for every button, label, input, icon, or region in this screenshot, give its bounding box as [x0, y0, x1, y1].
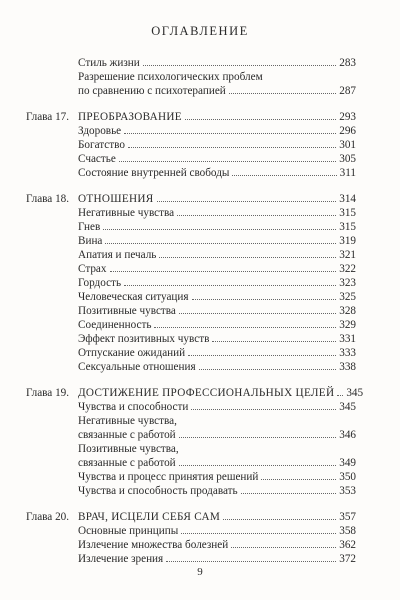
- toc-page-number: 283: [339, 57, 356, 69]
- toc-page-number: 338: [339, 361, 356, 373]
- toc-entry-title: Богатство: [78, 139, 125, 151]
- toc-entry: [26, 70, 356, 98]
- toc-entry: [26, 524, 356, 538]
- dot-leader: [231, 547, 336, 548]
- toc-entry: [26, 56, 356, 70]
- dot-leader: [232, 175, 336, 176]
- dot-leader: [105, 243, 336, 244]
- toc-page-number: 301: [339, 139, 356, 151]
- toc-entry-title: Гордость: [78, 277, 122, 289]
- toc-entry-title: Страх: [78, 263, 107, 275]
- dot-leader: [119, 161, 336, 162]
- toc-entry: [26, 414, 356, 442]
- toc-entry: [26, 276, 356, 290]
- toc-entry: [26, 166, 356, 180]
- dot-leader: [166, 561, 336, 562]
- toc-entry-title: связанные с работой: [78, 457, 176, 469]
- toc-page-number: 372: [339, 553, 356, 565]
- toc-entry: [26, 346, 356, 360]
- toc-page-number: 346: [339, 429, 356, 441]
- dot-leader: [154, 327, 336, 328]
- chapter-heading-row: [26, 110, 356, 124]
- toc-entry: [26, 484, 356, 498]
- chapter-spacer: [26, 98, 356, 110]
- chapter-heading-row: [26, 386, 364, 400]
- chapter-heading-row: [26, 510, 356, 524]
- toc-page-number: 345: [339, 401, 356, 413]
- toc-entry: [26, 152, 356, 166]
- toc-entry-title: Чувства и способность продавать: [78, 485, 238, 497]
- chapter-spacer: [26, 374, 356, 386]
- toc-entry-title: Здоровье: [78, 125, 122, 137]
- dot-leader: [261, 479, 336, 480]
- dot-leader: [192, 299, 337, 300]
- toc-entry: [26, 400, 356, 414]
- toc-entry-title: Излечение зрения: [78, 553, 164, 565]
- toc-entry: [26, 220, 356, 234]
- toc-page-number: 322: [339, 263, 356, 275]
- toc-page-number: 329: [339, 319, 356, 331]
- toc-entry-title: Чувства и способности: [78, 401, 189, 413]
- chapter-title: ПРЕОБРАЗОВАНИЕ: [78, 111, 182, 123]
- toc-entry: [26, 248, 356, 262]
- toc-page-number: 350: [339, 471, 356, 483]
- dot-leader: [128, 147, 336, 148]
- dot-leader: [212, 341, 336, 342]
- toc-entry-title: Основные принципы: [78, 525, 179, 537]
- toc-page-number: 362: [339, 539, 356, 551]
- dot-leader: [229, 93, 336, 94]
- dot-leader: [103, 229, 336, 230]
- toc-entry: [26, 124, 356, 138]
- dot-leader: [177, 215, 336, 216]
- dot-leader: [191, 409, 336, 410]
- toc-page-number: 323: [339, 277, 356, 289]
- toc-entry: [26, 304, 356, 318]
- toc-page-number: 293: [339, 111, 356, 123]
- dot-leader: [179, 437, 337, 438]
- toc-page-number: 331: [339, 333, 356, 345]
- toc-page-number: 353: [339, 485, 356, 497]
- toc-page-number: 287: [339, 85, 356, 97]
- dot-leader: [110, 271, 337, 272]
- toc-entry-line1: Разрешение психологических проблем: [78, 71, 263, 83]
- dot-leader: [188, 355, 336, 356]
- chapter-title: ОТНОШЕНИЯ: [78, 193, 154, 205]
- toc-page-number: 345: [346, 387, 364, 399]
- toc-page-number: 319: [339, 235, 356, 247]
- toc-entry: [26, 138, 356, 152]
- chapter-title: ВРАЧ, ИСЦЕЛИ СЕБЯ САМ: [78, 511, 221, 523]
- dot-leader: [143, 65, 336, 66]
- toc-page-number: 325: [339, 291, 356, 303]
- toc-page-number: 321: [339, 249, 356, 261]
- dot-leader: [124, 285, 336, 286]
- toc-entry: [26, 290, 356, 304]
- chapter-heading-row: [26, 192, 356, 206]
- toc-entry-title: Чувства и процесс принятия решений: [78, 471, 259, 483]
- toc-entry: [26, 332, 356, 346]
- toc-entry-title: по сравнению с психотерапией: [78, 85, 226, 97]
- toc-entry-title: Негативные чувства: [78, 207, 175, 219]
- toc-entry: [26, 206, 356, 220]
- chapter-label: Глава 18.: [26, 193, 70, 205]
- table-of-contents: [26, 56, 364, 566]
- toc-entry-title: Счастье: [78, 153, 116, 165]
- toc-entry: [26, 360, 356, 374]
- chapter-label: Глава 17.: [26, 111, 70, 123]
- toc-entry-title: Состояние внутренней свободы: [78, 167, 230, 179]
- toc-entry-title: Отпускание ожиданий: [78, 347, 186, 359]
- toc-entry-title: Человеческая ситуация: [78, 291, 189, 303]
- toc-entry: [26, 552, 356, 566]
- dot-leader: [185, 119, 336, 120]
- toc-entry-title: Гнев: [78, 221, 101, 233]
- dot-leader: [337, 395, 343, 396]
- dot-leader: [124, 133, 336, 134]
- toc-entry-title: Соединенность: [78, 319, 152, 331]
- dot-leader: [223, 519, 336, 520]
- toc-page-number: 311: [339, 167, 356, 179]
- toc-entry-title: Эффект позитивных чувств: [78, 333, 210, 345]
- toc-page-number: 358: [339, 525, 356, 537]
- toc-entry: [26, 234, 356, 248]
- chapter-spacer: [26, 498, 356, 510]
- dot-leader: [241, 493, 337, 494]
- dot-leader: [181, 533, 336, 534]
- dot-leader: [179, 465, 337, 466]
- chapter-label: Глава 20.: [26, 511, 70, 523]
- dot-leader: [159, 257, 336, 258]
- toc-entry: [26, 470, 356, 484]
- toc-entry-line1: Позитивные чувства,: [78, 443, 179, 455]
- toc-page-number: 333: [339, 347, 356, 359]
- chapter-spacer: [26, 180, 356, 192]
- toc-entry-title: Позитивные чувства: [78, 305, 176, 317]
- dot-leader: [179, 313, 336, 314]
- toc-page-number: 349: [339, 457, 356, 469]
- toc-entry-title: Стиль жизни: [78, 57, 140, 69]
- toc-page-number: 314: [339, 193, 356, 205]
- toc-page-number: 315: [339, 207, 356, 219]
- toc-entry-line1: Негативные чувства,: [78, 415, 177, 427]
- toc-entry: [26, 318, 356, 332]
- dot-leader: [157, 201, 337, 202]
- toc-entry: [26, 442, 356, 470]
- dot-leader: [199, 369, 337, 370]
- page-number: 9: [197, 566, 203, 578]
- page-title: ОГЛАВЛЕНИЕ: [151, 24, 249, 38]
- chapter-label: Глава 19.: [26, 387, 70, 399]
- toc-entry-title: Излечение множества болезней: [78, 539, 229, 551]
- toc-entry: [26, 538, 356, 552]
- toc-entry-title: Сексуальные отношения: [78, 361, 196, 373]
- toc-page-number: 328: [339, 305, 356, 317]
- toc-page-number: 305: [339, 153, 356, 165]
- toc-entry-title: связанные с работой: [78, 429, 176, 441]
- chapter-title: ДОСТИЖЕНИЕ ПРОФЕССИОНАЛЬНЫХ ЦЕЛЕЙ: [78, 387, 335, 399]
- toc-page-number: 357: [339, 511, 356, 523]
- toc-entry: [26, 262, 356, 276]
- toc-page-number: 315: [339, 221, 356, 233]
- toc-entry-title: Вина: [78, 235, 103, 247]
- toc-entry-title: Апатия и печаль: [78, 249, 157, 261]
- toc-page-number: 296: [339, 125, 356, 137]
